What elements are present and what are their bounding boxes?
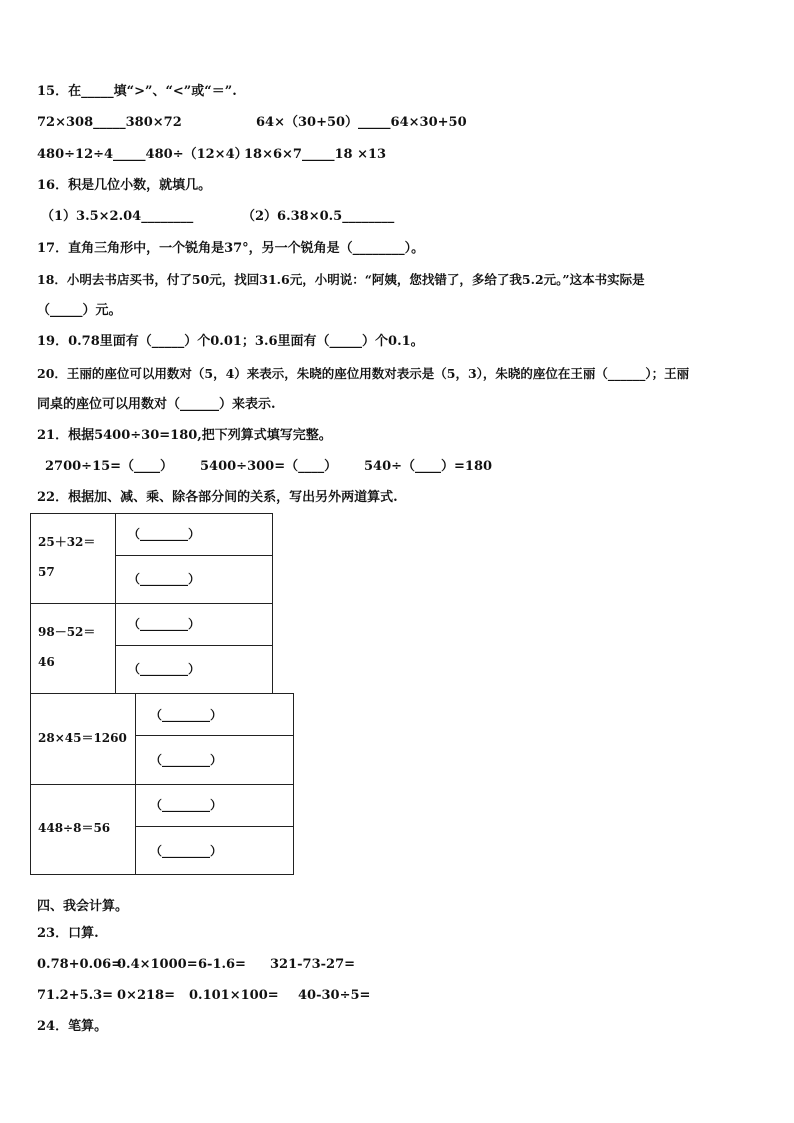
blank-text: （________） <box>150 844 223 858</box>
blank-text: （________） <box>150 798 223 812</box>
q23-title: 23．口算. <box>37 926 99 941</box>
q23-r1-c2: 0.4×1000= <box>117 957 198 972</box>
q21-c: 540÷（____）=180 <box>364 459 493 474</box>
q22-title: 22．根据加、减、乘、除各部分间的关系，写出另外两道算式. <box>37 490 398 505</box>
blank-text: （________） <box>150 708 223 722</box>
q22-row4-blank2[interactable] <box>135 826 294 875</box>
q16-title: 16．积是几位小数，就填几。 <box>37 178 212 193</box>
q22-row1-line1: 25＋32＝ <box>38 535 96 549</box>
q23-r2-c2: 0×218= <box>117 988 175 1003</box>
q15-title: 15．在_____填“>”、“<”或“＝”. <box>37 84 237 99</box>
q22-row3-blank2[interactable] <box>135 735 294 785</box>
q22-row1-line2: 57 <box>38 565 55 579</box>
q15-row2-left: 480÷12÷4_____480÷（12×4） <box>37 147 248 162</box>
q15-row1-right: 64×（30+50）_____64×30+50 <box>256 115 467 130</box>
q22-row2-line2: 46 <box>38 655 55 669</box>
q22-row4-expr <box>30 784 136 875</box>
q23-r2-c1: 71.2+5.3= <box>37 988 114 1003</box>
q22-row3-expr <box>30 693 136 785</box>
section4-heading: 四、我会计算。 <box>37 899 129 914</box>
q22-row4-line1: 448÷8＝56 <box>38 821 111 835</box>
q15-row2-right: 18×6×7_____18 ×13 <box>244 147 387 162</box>
blank-text: （________） <box>128 572 201 586</box>
q22-row2-line1: 98－52＝ <box>38 625 96 639</box>
q21-title: 21．根据5400÷30=180,把下列算式填写完整。 <box>37 428 332 443</box>
blank-text: （________） <box>128 527 201 541</box>
q23-r2-c4: 40-30÷5= <box>298 988 371 1003</box>
q22-row1-blank1[interactable] <box>115 513 273 556</box>
q20-line1: 20．王丽的座位可以用数对（5，4）来表示，朱晓的座位用数对表示是（5，3），朱晓的座位在王丽（______）；王丽 <box>37 366 690 381</box>
blank-text: （________） <box>150 753 223 767</box>
q21-a: 2700÷15=（____） <box>45 459 174 474</box>
q22-row2-blank1[interactable] <box>115 603 273 646</box>
q17: 17．直角三角形中，一个锐角是37°，另一个锐角是（________）。 <box>37 241 425 256</box>
q18-line2: （_____）元。 <box>37 303 122 318</box>
blank-text: （________） <box>128 662 201 676</box>
q23-r1-c3: 6-1.6= <box>198 957 246 972</box>
q16-part1: （1）3.5×2.04________ <box>41 209 194 224</box>
q22-row1-blank2[interactable] <box>115 555 273 604</box>
q22-row2-expr <box>30 603 116 694</box>
q15-row1-left: 72×308_____380×72 <box>37 115 182 130</box>
q22-row2-blank2[interactable] <box>115 645 273 694</box>
q19: 19．0.78里面有（_____）个0.01；3.6里面有（_____）个0.1。 <box>37 334 424 349</box>
q21-b: 5400÷300=（____） <box>200 459 338 474</box>
q23-r1-c1: 0.78+0.06= <box>37 957 123 972</box>
q22-row3-line1: 28×45＝1260 <box>38 731 127 745</box>
q20-line2: 同桌的座位可以用数对（______）来表示. <box>37 397 276 412</box>
q22-row1-expr <box>30 513 116 604</box>
q22-row4-blank1[interactable] <box>135 784 294 827</box>
q23-r1-c4: 321-73-27= <box>270 957 356 972</box>
q22-row3-blank1[interactable] <box>135 693 294 736</box>
blank-text: （________） <box>128 617 201 631</box>
q16-part2: （2）6.38×0.5________ <box>242 209 395 224</box>
q24-title: 24．笔算。 <box>37 1019 108 1034</box>
q18-line1: 18．小明去书店买书，付了50元，找回31.6元，小明说：“阿姨，您找错了，多给了我5.2元。”这本书实际是 <box>37 272 645 287</box>
q23-r2-c3: 0.101×100= <box>189 988 279 1003</box>
